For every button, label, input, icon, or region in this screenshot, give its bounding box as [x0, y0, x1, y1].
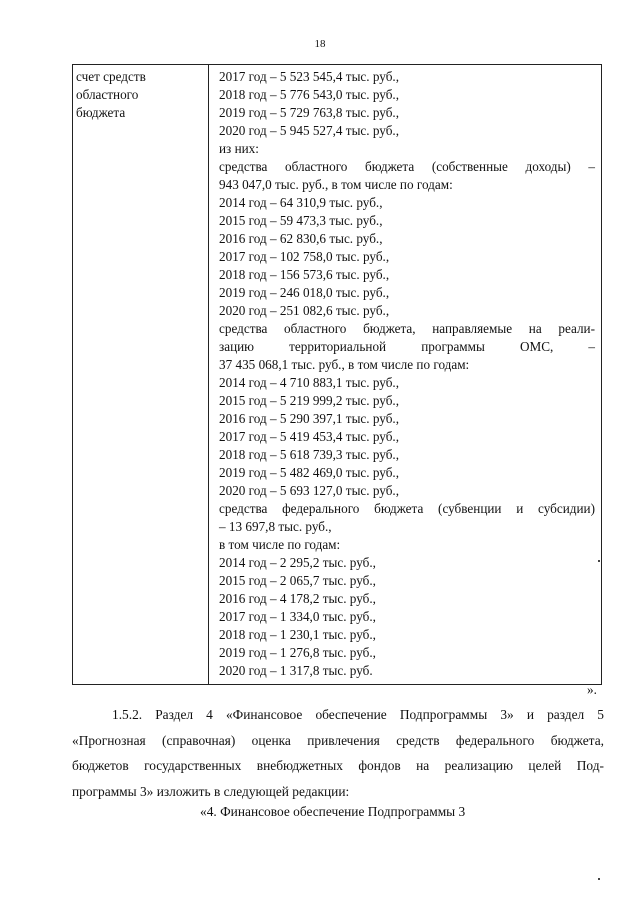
source-label-line: областного	[76, 87, 139, 102]
amount-line: 2018 год – 5 618 739,3 тыс. руб.,	[219, 447, 400, 462]
amount-line: из них:	[219, 141, 259, 156]
amount-line: 2019 год – 5 729 763,8 тыс. руб.,	[219, 105, 400, 120]
amount-line: 2020 год – 251 082,6 тыс. руб.,	[219, 303, 390, 318]
amount-line: 2016 год – 62 830,6 тыс. руб.,	[219, 231, 383, 246]
table-row	[73, 65, 602, 685]
amount-line: 37 435 068,1 тыс. руб., в том числе по годам:	[219, 357, 470, 372]
amount-line: 2018 год – 156 573,6 тыс. руб.,	[219, 267, 390, 282]
financing-table	[72, 64, 602, 685]
amount-line: 2019 год – 1 276,8 тыс. руб.,	[219, 645, 376, 660]
amount-line: 2017 год – 5 523 545,4 тыс. руб.,	[219, 69, 400, 84]
amount-line: 2020 год – 5 945 527,4 тыс. руб.,	[219, 123, 400, 138]
page-number: 18	[314, 38, 326, 50]
amounts-cell	[209, 65, 602, 685]
amount-line: 943 047,0 тыс. руб., в том числе по годам:	[219, 177, 453, 192]
amount-line: 2019 год – 5 482 469,0 тыс. руб.,	[219, 465, 400, 480]
paragraph-line: 1.5.2. Раздел 4 «Финансовое обеспечение Подпрограммы 3» и раздел 5	[112, 707, 604, 722]
paragraph-line: программы 3» изложить в следующей редакции:	[72, 783, 350, 799]
amount-line: 2014 год – 4 710 883,1 тыс. руб.,	[219, 375, 400, 390]
amount-line: 2020 год – 1 317,8 тыс. руб.	[219, 663, 373, 678]
amount-line: 2020 год – 5 693 127,0 тыс. руб.,	[219, 483, 400, 498]
amount-line: 2017 год – 5 419 453,4 тыс. руб.,	[219, 429, 400, 444]
body-paragraph	[72, 702, 604, 804]
amount-line: 2017 год – 102 758,0 тыс. руб.,	[219, 249, 390, 264]
source-label	[76, 68, 204, 122]
amount-line: 2016 год – 5 290 397,1 тыс. руб.,	[219, 411, 400, 426]
amount-line: 2017 год – 1 334,0 тыс. руб.,	[219, 609, 376, 624]
amount-line: – 13 697,8 тыс. руб.,	[219, 519, 332, 534]
amount-line: в том числе по годам:	[219, 537, 341, 552]
amount-line: 2016 год – 4 178,2 тыс. руб.,	[219, 591, 376, 606]
closing-quote: ».	[587, 682, 597, 697]
margin-mark	[598, 560, 600, 562]
margin-mark	[598, 878, 600, 880]
source-label-line: счет средств	[76, 69, 146, 84]
paragraph-line: бюджетов государственных внебюджетных фондов на реализацию целей Под-	[72, 758, 604, 773]
paragraph-line: «Прогнозная (справочная) оценка привлечения средств федерального бюджета,	[72, 732, 604, 748]
amount-line: зацию территориальной программы ОМС, –	[219, 339, 595, 354]
source-label-line: бюджета	[76, 105, 126, 120]
amount-line: 2015 год – 5 219 999,2 тыс. руб.,	[219, 393, 400, 408]
amount-line: средства областного бюджета (собственные доходы) –	[219, 159, 595, 174]
amount-line: 2018 год – 1 230,1 тыс. руб.,	[219, 627, 376, 642]
amount-line: 2015 год – 2 065,7 тыс. руб.,	[219, 573, 376, 588]
amount-line: 2014 год – 64 310,9 тыс. руб.,	[219, 195, 383, 210]
amount-line: 2015 год – 59 473,3 тыс. руб.,	[219, 213, 383, 228]
section-heading: «4. Финансовое обеспечение Подпрограммы 3	[200, 804, 466, 819]
amount-line: 2019 год – 246 018,0 тыс. руб.,	[219, 285, 390, 300]
amounts-list	[219, 68, 595, 680]
amount-line: средства федерального бюджета (субвенции и субсидии)	[219, 501, 595, 516]
source-label-cell	[73, 65, 209, 685]
amount-line: средства областного бюджета, направляемые на реали-	[219, 321, 595, 336]
amount-line: 2014 год – 2 295,2 тыс. руб.,	[219, 555, 376, 570]
amount-line: 2018 год – 5 776 543,0 тыс. руб.,	[219, 87, 400, 102]
